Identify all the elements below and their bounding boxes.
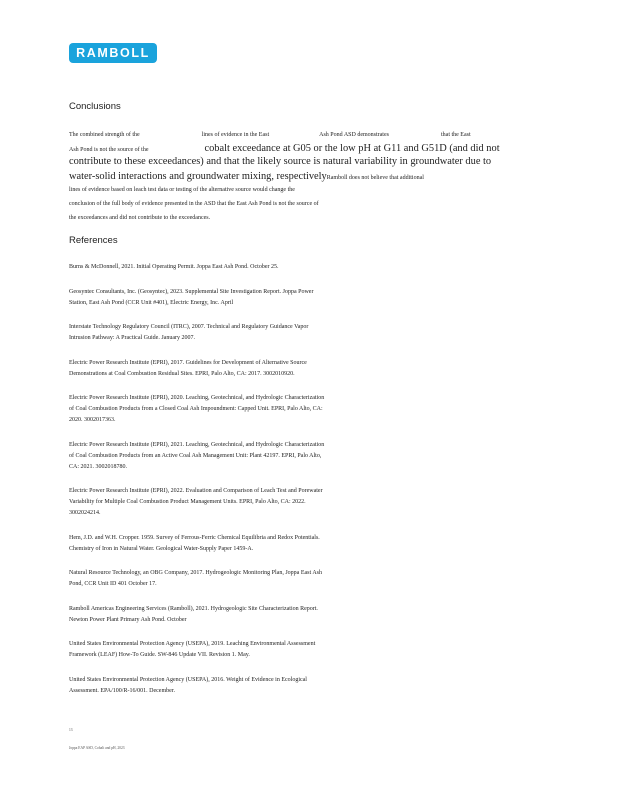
reference-line: Geosyntec Consultants, Inc. (Geosyntec), 2023. Supplemental Site Investigation Report. Joppa Power <box>69 288 314 295</box>
reference-item <box>69 568 359 590</box>
line4-big: water-solid interactions and groundwater mixing, respectively <box>69 171 327 182</box>
line4-small: Ramboll does not believe that additional <box>326 175 424 181</box>
reference-item <box>69 604 359 626</box>
reference-line: Demonstrations at Coal Combustion Residual Sites. EPRI, Palo Alto, CA: 2017. 3002010920. <box>69 370 295 377</box>
reference-item <box>69 322 359 344</box>
reference-line: Intrusion Pathway: A Practical Guide. January 2007. <box>69 335 195 341</box>
line1-seg-3: Ash Pond ASD demonstrates <box>319 132 389 138</box>
reference-line: Newton Power Plant Primary Ash Pond. October <box>69 616 187 623</box>
line1-seg-2: lines of evidence in the East <box>201 132 270 138</box>
reference-line: Natural Resource Technology, an OBG Company, 2017. Hydrogeologic Monitoring Plan, Joppa East Ash <box>69 570 322 576</box>
reference-item <box>69 262 359 273</box>
reference-item <box>69 440 359 473</box>
reference-item <box>69 287 359 309</box>
conclusions-line-1 <box>69 130 549 140</box>
reference-line: Ramboll Americas Engineering Services (Ramboll), 2021. Hydrogeologic Site Characterization Report. <box>69 605 318 612</box>
reference-line: Pond, CCR Unit ID 401 October 17. <box>69 581 157 587</box>
reference-line: Assessment. EPA/100/R-16/001. December. <box>69 687 175 694</box>
reference-line: Electric Power Research Institute (EPRI), 2021. Leaching, Geotechnical, and Hydrologic Characterization <box>69 441 325 448</box>
reference-line: Electric Power Research Institute (EPRI), 2022. Evaluation and Comparison of Leach Test and Porewater <box>69 488 323 494</box>
reference-item <box>69 486 359 519</box>
reference-item <box>69 358 359 380</box>
reference-line: of Coal Combustion Products from an Active Coal Ash Management Unit: Plant 42197. EPRI, Palo Alto, <box>69 452 322 459</box>
reference-line: 2020. 3002017363. <box>69 417 116 423</box>
conclusions-line-7: the exceedances and did not contribute to the exceedances. <box>69 215 211 221</box>
logo-text: RAMBOLL <box>76 46 150 60</box>
reference-line: CA: 2021. 3002018780. <box>69 463 128 470</box>
reference-line: Electric Power Research Institute (EPRI), 2017. Guidelines for Development of Alternative Source <box>69 359 307 366</box>
reference-line: of Coal Combustion Products from a Closed Coal Ash Impoundment: Capped Unit. EPRI, Palo Alto, CA: <box>69 406 323 412</box>
conclusions-heading: Conclusions <box>69 101 121 112</box>
page-number: 13 <box>69 728 73 732</box>
footer-doc-id: Joppa EAP ASD, Cobalt and pH, 2023 <box>69 746 125 750</box>
reference-item <box>69 639 359 661</box>
conclusions-paragraph <box>69 130 549 225</box>
conclusions-line-3: contribute to these exceedances) and that the likely source is natural variability in groundwater due to <box>69 156 492 167</box>
line2-small: Ash Pond is not the source of the <box>69 147 149 153</box>
line2-big: cobalt exceedance at G05 or the low pH at G11 and G51D (and did not <box>204 143 500 154</box>
reference-line: United States Environmental Protection Agency (USEPA), 2016. Weight of Evidence in Ecological <box>69 676 307 683</box>
reference-line: Chemistry of Iron in Natural Water. Geological Water-Supply Paper 1459-A. <box>69 545 254 552</box>
reference-line: Electric Power Research Institute (EPRI), 2020. Leaching, Geotechnical, and Hydrologic Characterization <box>69 395 325 401</box>
reference-line: Framework (LEAF) How-To Guide. SW-846 Update VII. Revision 1. May. <box>69 652 250 658</box>
reference-item <box>69 675 359 697</box>
conclusions-line-4 <box>69 168 549 183</box>
reference-line: Station, East Ash Pond (CCR Unit #401), Electric Energy, Inc. April <box>69 299 234 306</box>
reference-line: United States Environmental Protection Agency (USEPA), 2019. Leaching Environmental Assessment <box>69 641 316 647</box>
references-list <box>69 262 359 710</box>
reference-item <box>69 533 359 555</box>
reference-line: 3002024214. <box>69 510 101 516</box>
references-heading: References <box>69 235 118 246</box>
reference-line: Burns & McDonnell, 2021. Initial Operating Permit. Joppa East Ash Pond. October 25. <box>69 264 279 270</box>
line1-seg-1: The combined strength of the <box>69 132 140 138</box>
conclusions-line-2 <box>69 140 549 155</box>
conclusions-line-6: conclusion of the full body of evidence presented in the ASD that the East Ash Pond is not the source of <box>69 201 319 207</box>
line1-seg-4: that the East <box>440 132 471 138</box>
reference-line: Interstate Technology Regulatory Council (ITRC), 2007. Technical and Regulatory Guidance Vapor <box>69 324 309 330</box>
conclusions-line-5: lines of evidence based on leach test data or testing of the alternative source would change the <box>69 187 295 193</box>
reference-item <box>69 393 359 426</box>
ramboll-logo <box>69 43 157 63</box>
reference-line: Hem, J.D. and W.H. Cropper. 1959. Survey of Ferrous-Ferric Chemical Equilibria and Redox Potentials. <box>69 534 320 541</box>
reference-line: Variability for Multiple Coal Combustion Product Management Units. EPRI, Palo Alto, CA: 2022. <box>69 499 306 505</box>
